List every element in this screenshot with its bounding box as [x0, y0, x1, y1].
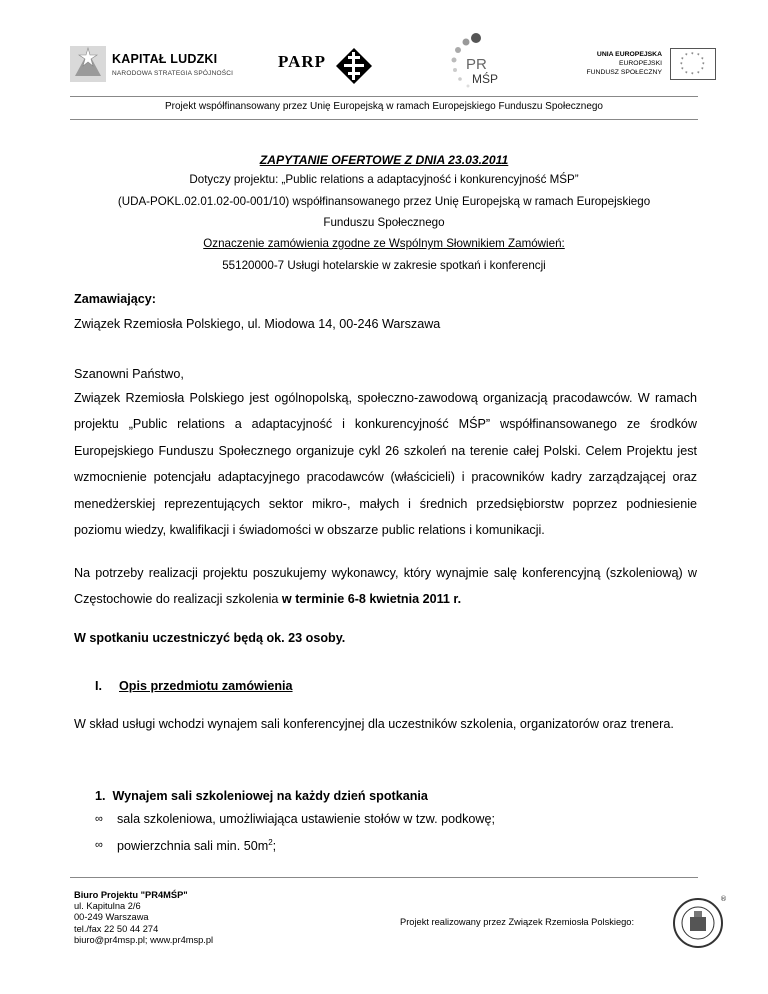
- list-item: [95, 838, 695, 858]
- svg-text:*: *: [697, 53, 700, 59]
- pr4msp-msp-text: MŚP: [472, 72, 499, 86]
- project-line-1: Dotyczy projektu: „Public relations a adaptacyjność i konkurencyjność MŚP”: [189, 173, 579, 186]
- cofinancing-header: Projekt współfinansowany przez Unię Europejską w ramach Europejskiego Funduszu Społecznego: [164, 101, 603, 112]
- subsection-title: 1. Wynajem sali szkoleniowej na każdy dzień spotkania: [95, 789, 428, 803]
- svg-text:*: *: [680, 62, 683, 68]
- seal-icon: [670, 895, 726, 951]
- eu-stars-icon: [671, 49, 715, 79]
- bullet-icon: ∞: [95, 813, 103, 825]
- bullet-text: sala szkoleniowa, umożliwiająca ustawienie stołów w tzw. podkowę;: [117, 812, 495, 826]
- area-text: powierzchnia sali min. 50m: [117, 839, 269, 854]
- svg-text:*: *: [685, 53, 688, 59]
- svg-text:*: *: [697, 71, 700, 77]
- kapital-ludzki-title: KAPITAŁ LUDZKI: [112, 52, 218, 66]
- parp-icon: [334, 46, 374, 86]
- footer-address: [74, 890, 213, 946]
- project-line-3: Funduszu Społecznego: [323, 216, 445, 229]
- pr4msp-logo: [444, 32, 504, 92]
- eu-fund-line2: FUNDUSZ SPOŁECZNY: [586, 69, 662, 76]
- participants-note: W spotkaniu uczestniczyć będą ok. 23 osoby.: [74, 631, 346, 645]
- cpv-label: Oznaczenie zamówienia zgodne ze Wspólnym Słownikiem Zamówień:: [203, 237, 565, 250]
- eu-flag: [670, 48, 716, 80]
- svg-text:*: *: [681, 67, 684, 73]
- footer-divider: [70, 877, 698, 878]
- svg-text:*: *: [685, 71, 688, 77]
- request-text: Na potrzeby realizacji projektu poszukujemy wykonawcy, który wynajmie salę konferencyjną (szkoleniową) w Częstochowie do realizacji szkolenia: [74, 566, 697, 607]
- eu-text-block: [576, 50, 662, 77]
- svg-text:®: ®: [720, 895, 727, 903]
- kapital-ludzki-subtitle: NARODOWA STRATEGIA SPÓJNOŚCI: [112, 70, 234, 77]
- section-title: Opis przedmiotu zamówienia: [119, 679, 293, 693]
- svg-text:*: *: [701, 57, 704, 63]
- footer-contact: biuro@pr4msp.pl; www.pr4msp.pl: [74, 934, 214, 945]
- footer-phone: tel./fax 22 50 44 274: [74, 923, 159, 934]
- page-title: ZAPYTANIE OFERTOWE Z DNIA 23.03.2011: [259, 153, 509, 167]
- footer-office-name: Biuro Projektu "PR4MŚP": [74, 890, 188, 900]
- rzemioslo-seal: [670, 895, 726, 951]
- pr4msp-pr-text: PR: [466, 56, 487, 73]
- area-end: ;: [272, 839, 277, 854]
- list-item: [95, 812, 695, 832]
- project-line-2: (UDA-POKL.02.01.02-00-001/10) współfinansowanego przez Unię Europejską w ramach Europejskiego: [117, 195, 651, 208]
- header-divider: [70, 96, 698, 97]
- kapital-ludzki-icon: [70, 46, 106, 82]
- svg-text:*: *: [691, 52, 694, 58]
- footer-city: 00-249 Warszawa: [74, 912, 149, 923]
- logo-row: [0, 30, 768, 90]
- header-divider-bottom: [70, 119, 698, 120]
- footer-street: ul. Kapitulna 2/6: [74, 901, 141, 912]
- scope-paragraph: W skład usługi wchodzi wynajem sali konferencyjnej dla uczestników szkolenia, organizatorów oraz trenera.: [74, 717, 674, 731]
- area-superscript: 2: [268, 838, 273, 847]
- section-number: I.: [95, 679, 102, 693]
- eu-fund-line1: EUROPEJSKI: [618, 60, 662, 67]
- orderer-value: Związek Rzemiosła Polskiego, ul. Miodowa 14, 00-246 Warszawa: [74, 317, 441, 331]
- eu-title: UNIA EUROPEJSKA: [596, 51, 662, 58]
- intro-paragraph: Związek Rzemiosła Polskiego jest ogólnopolską, społeczno-zawodową organizacją pracodawców. W ramach projektu „Public relations a adaptacyjność i konkurencyjność MŚP” współfinansowanego ze środków Europejskiego Funduszu Społecznego organizuje cykl 26 szkoleń na terenie całej Polski. Celem Projektu jest wzmocnienie potencjału adaptacyjnego pracodawców (właścicieli) i pracowników kadry zarządzającej oraz menedżerskiej reprezentujących sektor mikro-, małych i średnich przedsiębiorstw poprzez podniesienie poziomu wiedzy, kwalifikacji i świadomości w obszarze public relations i komunikacji.: [74, 391, 697, 538]
- orderer-label: Zamawiający:: [74, 292, 156, 306]
- svg-text:*: *: [691, 72, 694, 78]
- footer-implementer: Projekt realizowany przez Związek Rzemiosła Polskiego:: [400, 917, 635, 927]
- cpv-value: 55120000-7 Usługi hotelarskie w zakresie spotkań i konferencji: [222, 259, 546, 272]
- svg-text:*: *: [681, 57, 684, 63]
- greeting: Szanowni Państwo,: [74, 367, 184, 381]
- bullet-text: [117, 838, 276, 853]
- svg-text:*: *: [701, 67, 704, 73]
- svg-text:*: *: [702, 62, 705, 68]
- request-dates: w terminie 6-8 kwietnia 2011 r.: [281, 592, 462, 607]
- kapital-ludzki-logo: [70, 42, 260, 87]
- parp-logo-text: PARP: [278, 52, 327, 71]
- bullet-icon: ∞: [95, 839, 103, 851]
- request-paragraph: [74, 560, 697, 613]
